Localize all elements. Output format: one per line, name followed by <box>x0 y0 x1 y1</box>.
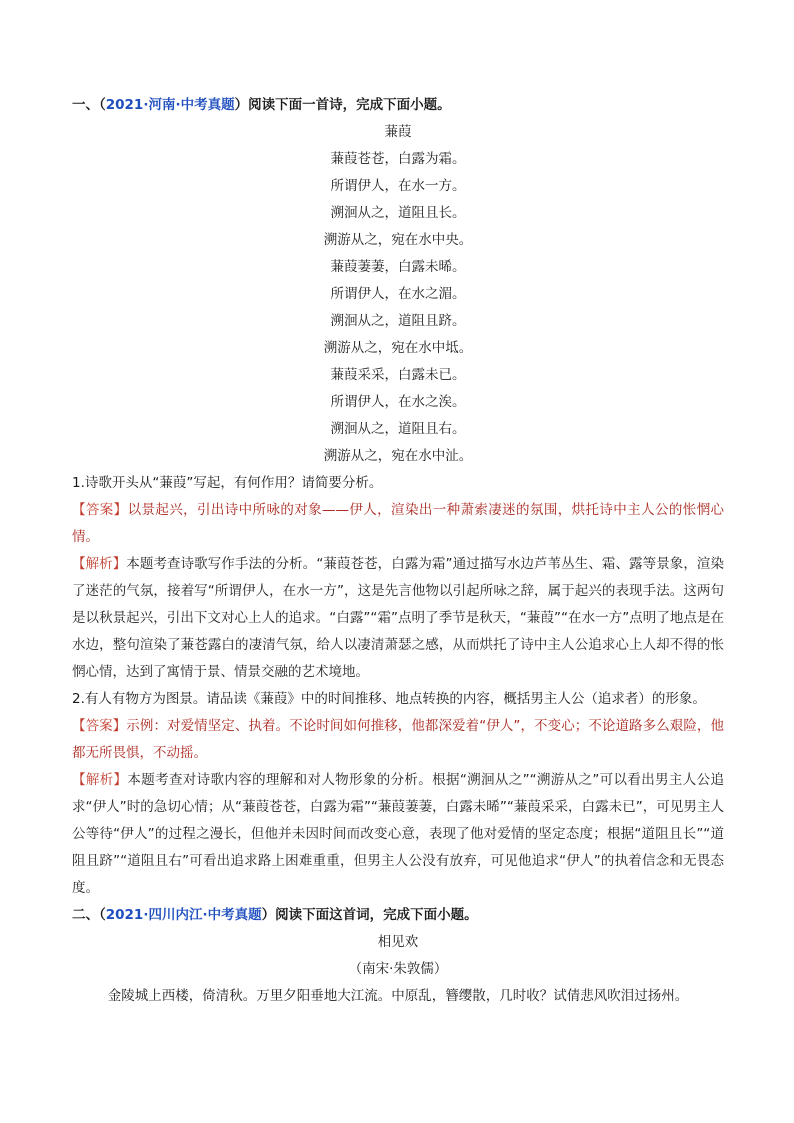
poem1-line: 溯洄从之，道阻且跻。 <box>330 313 466 329</box>
poem1-lines <box>72 146 724 470</box>
analysis-tag: 【解析】 <box>72 556 127 572</box>
section1-heading-suffix: ）阅读下面一首诗，完成下面小题。 <box>234 97 451 113</box>
poem1-line: 蒹葭苍苍，白露为霜。 <box>330 151 466 167</box>
poem1-line: 溯游从之，宛在水中央。 <box>323 232 473 248</box>
answer-tag: 【答案】 <box>72 502 128 518</box>
q1-analysis-text: 本题考查诗歌写作手法的分析。“蒹葭苍苍，白露为霜”通过描写水边芦苇丛生、霜、露等景象，渲染了迷茫的气氛，接着写“所谓伊人，在水一方”，这是先言他物以引起所咏之辞，属于起兴的表现手法。这两句是以秋景起兴，引出下文对心上人的追求。“白露”“霜”点明了季节是秋天，“蒹葭”“在水一方”点明了地点是在水边，整句渲染了蒹苍露白的凄清气氛，给人以凄清萧瑟之感，从而烘托了诗中主人公追求心上人却不得的怅惘心情，达到了寓情于景、情景交融的艺术境地。 <box>72 556 724 680</box>
analysis-tag: 【解析】 <box>72 772 128 788</box>
section2-source-link[interactable]: 2021·四川内江·中考真题 <box>105 907 262 923</box>
poem2-text: 金陵城上西楼，倚清秋。万里夕阳垂地大江流。中原乱，簪缨散，几时收？试倩悲风吹泪过扬州。 <box>107 988 689 1004</box>
q1-answer <box>72 497 724 551</box>
section1-heading-prefix: 一、（ <box>72 97 106 113</box>
poem1-line: 所谓伊人，在水之涘。 <box>330 394 466 410</box>
poem1-line: 蒹葭萋萋，白露未晞。 <box>330 259 466 275</box>
poem1-line: 所谓伊人，在水之湄。 <box>330 286 466 302</box>
q2-analysis <box>72 767 724 902</box>
answer-tag: 【答案】 <box>72 718 127 734</box>
poem2-title: 相见欢 <box>377 934 419 950</box>
q2-question: 2.有人有物方为图景。请品读《蒹葭》中的时间推移、地点转换的内容，概括男主人公（追求者）的形象。 <box>72 691 706 707</box>
section2-heading-prefix: 二、（ <box>72 907 106 923</box>
section1-source-link[interactable]: 2021·河南·中考真题 <box>105 97 235 113</box>
q2-answer-text: 示例：对爱情坚定、执着。不论时间如何推移，他都深爱着“伊人”，不变心；不论道路多么艰险，他都无所畏惧，不动摇。 <box>72 718 724 761</box>
poem1-title: 蒹葭 <box>384 124 412 140</box>
q1-analysis <box>72 551 724 686</box>
q2-answer <box>72 713 724 767</box>
document-page <box>72 92 724 1010</box>
section2-heading-suffix: ）阅读下面这首词，完成下面小题。 <box>261 907 478 923</box>
poem1-line: 溯洄从之，道阻且长。 <box>330 205 466 221</box>
section2-heading <box>72 902 724 929</box>
poem1-line: 溯洄从之，道阻且右。 <box>330 421 466 437</box>
q1-question: 1.诗歌开头从“蒹葭”写起，有何作用？请简要分析。 <box>72 475 383 491</box>
poem1-line: 溯游从之，宛在水中沚。 <box>323 448 473 464</box>
poem1-line: 所谓伊人，在水一方。 <box>330 178 466 194</box>
poem1-line: 蒹葭采采，白露未已。 <box>330 367 466 383</box>
q1-answer-text: 以景起兴，引出诗中所咏的对象——伊人，渲染出一种萧索凄迷的氛围，烘托诗中主人公的怅惘心情。 <box>72 502 725 545</box>
section1-heading <box>72 92 724 119</box>
poem2-author: （南宋·朱敦儒） <box>348 961 448 977</box>
q2-analysis-text: 本题考查对诗歌内容的理解和对人物形象的分析。根据“溯洄从之”“溯游从之”可以看出男主人公追求“伊人”时的急切心情；从“蒹葭苍苍，白露为霜”“蒹葭萋萋，白露未晞”“蒹葭采采，白露未已”，可见男主人公等待“伊人”的过程之漫长，但他并未因时间而改变心意，表现了他对爱情的坚定态度；根据“道阻且长”“道阻且跻”“道阻且右”可看出追求路上困难重重，但男主人公没有放弃，可见他追求“伊人”的执着信念和无畏态度。 <box>72 772 724 896</box>
poem1-line: 溯游从之，宛在水中坻。 <box>323 340 473 356</box>
